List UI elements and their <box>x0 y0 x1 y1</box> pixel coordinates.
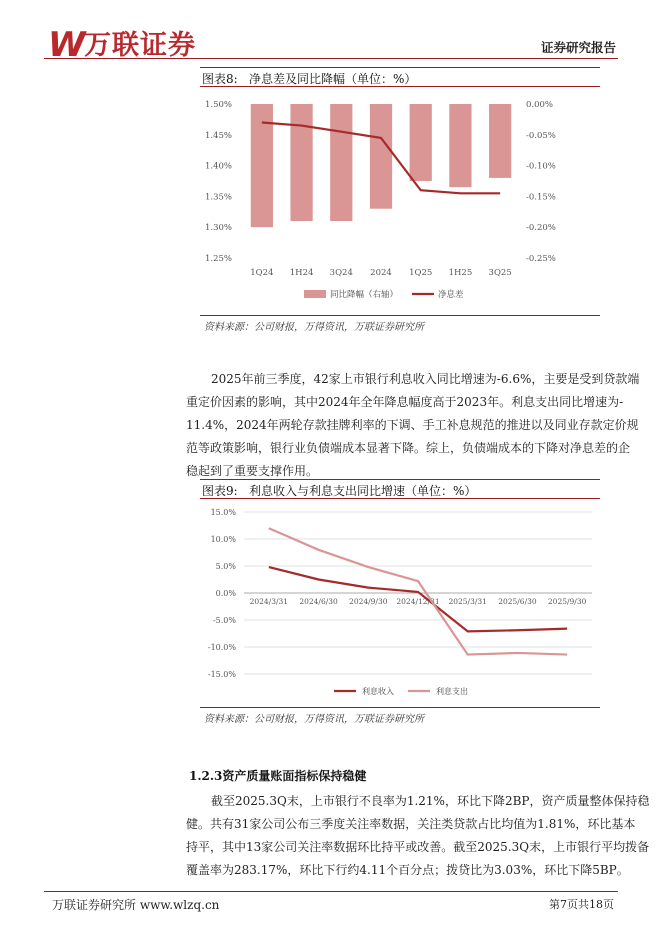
paragraph1-line2: 重定价因素的影响，其中2024年全年降息幅度高于2023年。利息支出同比增速为- <box>186 395 624 409</box>
figure8-label: 图表8: <box>202 72 238 86</box>
bar-yoy-decline <box>370 104 392 209</box>
y-axis-tick: 10.0% <box>210 535 236 544</box>
legend-label-expense: 利息支出 <box>436 687 468 696</box>
y-axis-tick: 0.0% <box>215 589 236 598</box>
x-axis-tick: 1Q24 <box>250 268 274 278</box>
figure8-source: 资料来源：公司财报，万得资讯，万联证券研究所 <box>204 322 424 333</box>
x-axis-tick: 1H24 <box>289 268 314 278</box>
report-type: 证券研究报告 <box>540 40 616 55</box>
paragraph1-line5: 稳起到了重要支撑作用。 <box>186 464 319 478</box>
paragraph1-line1: 2025年前三季度，42家上市银行利息收入同比增速为-6.6%，主要是受到贷款端 <box>211 372 640 386</box>
left-axis-tick: 1.35% <box>204 192 232 203</box>
y-axis-tick: -5.0% <box>212 616 236 625</box>
footer-site: 万联证券研究所 www.wlzq.cn <box>52 898 220 912</box>
x-axis-tick: 2025/6/30 <box>498 597 537 606</box>
bar-yoy-decline <box>489 104 511 178</box>
legend-label-bar: 同比降幅（右轴） <box>330 290 399 300</box>
paragraph1-line3: 11.4%，2024年两轮存款挂牌利率的下调、手工补息规范的推进以及同业存款定价规 <box>186 418 639 432</box>
figure8-top-rule <box>200 67 600 68</box>
right-axis-tick: -0.10% <box>526 161 556 172</box>
figure8-title-rule <box>200 86 600 87</box>
legend-label-line: 净息差 <box>438 290 464 300</box>
footer-divider <box>44 891 618 892</box>
left-axis-tick: 1.45% <box>204 130 232 141</box>
figure9-source: 资料来源：公司财报，万得资讯，万联证券研究所 <box>204 714 424 725</box>
figure8-chart <box>200 88 600 314</box>
figure8-bottom-rule <box>200 315 600 316</box>
right-axis-tick: 0.00% <box>526 100 554 110</box>
figure9-label: 图表9: <box>202 484 238 498</box>
figure9-bottom-rule <box>200 707 600 708</box>
footer-page-number: 第7页共18页 <box>549 898 614 911</box>
x-axis-tick: 2024 <box>370 268 392 278</box>
right-axis-tick: -0.15% <box>526 192 556 203</box>
x-axis-tick: 1Q25 <box>409 268 433 278</box>
section-heading: 1.2.3资产质量账面指标保持稳健 <box>189 769 367 783</box>
x-axis-tick: 1H25 <box>448 268 473 278</box>
right-axis-tick: -0.05% <box>526 130 556 141</box>
x-axis-tick: 3Q24 <box>329 268 353 278</box>
x-axis-tick: 2025/3/31 <box>448 597 487 606</box>
x-axis-tick: 3Q25 <box>488 268 512 278</box>
header-divider <box>44 58 618 59</box>
figure9-top-rule <box>200 479 600 480</box>
y-axis-tick: -10.0% <box>207 643 236 652</box>
x-axis-tick: 2024/3/31 <box>249 597 289 606</box>
figure9-title: 利息收入与利息支出同比增速（单位：%） <box>249 484 477 498</box>
x-axis-tick: 2025/9/30 <box>547 597 587 606</box>
left-axis-tick: 1.25% <box>204 254 232 264</box>
figure9-chart <box>200 500 600 706</box>
right-axis-tick: -0.25% <box>526 254 556 264</box>
x-axis-tick: 2024/9/30 <box>349 597 388 606</box>
y-axis-tick: 15.0% <box>210 508 236 517</box>
bar-yoy-decline <box>290 104 312 221</box>
legend-label-income: 利息收入 <box>362 687 394 696</box>
bar-yoy-decline <box>330 104 352 221</box>
left-axis-tick: 1.40% <box>204 161 232 172</box>
logo-mark: W <box>48 25 84 65</box>
x-axis-tick: 2024/12/31 <box>396 597 440 606</box>
figure9-title-rule <box>200 498 600 499</box>
legend-swatch-bar <box>304 290 326 298</box>
paragraph2-line1: 截至2025.3Q末，上市银行不良率为1.21%，环比下降2BP，资产质量整体保持稳 <box>211 794 650 808</box>
bar-yoy-decline <box>410 104 432 181</box>
paragraph1-line4: 范等政策影响，银行业负债端成本显著下降。综上，负债端成本的下降对净息差的企 <box>186 441 631 455</box>
paragraph2-line3: 持平，其中13家公司关注率数据环比持平或改善。截至2025.3Q末，上市银行平均拨备 <box>186 840 650 854</box>
left-axis-tick: 1.30% <box>204 223 232 234</box>
x-axis-tick: 2024/6/30 <box>299 597 338 606</box>
paragraph2-line2: 健。共有31家公司公布三季度关注率数据，关注类贷款占比均值为1.81%，环比基本 <box>186 817 636 831</box>
y-axis-tick: 5.0% <box>215 562 236 571</box>
figure8-title: 净息差及同比降幅（单位：%） <box>249 72 417 86</box>
paragraph2-line4: 覆盖率为283.17%，环比下行约4.11个百分点；拨贷比为3.03%，环比下降5BP。 <box>186 863 629 877</box>
bar-yoy-decline <box>449 104 471 187</box>
logo-name: 万联证券 <box>84 30 196 61</box>
left-axis-tick: 1.50% <box>204 100 232 110</box>
right-axis-tick: -0.20% <box>526 223 556 234</box>
y-axis-tick: -15.0% <box>207 670 236 679</box>
